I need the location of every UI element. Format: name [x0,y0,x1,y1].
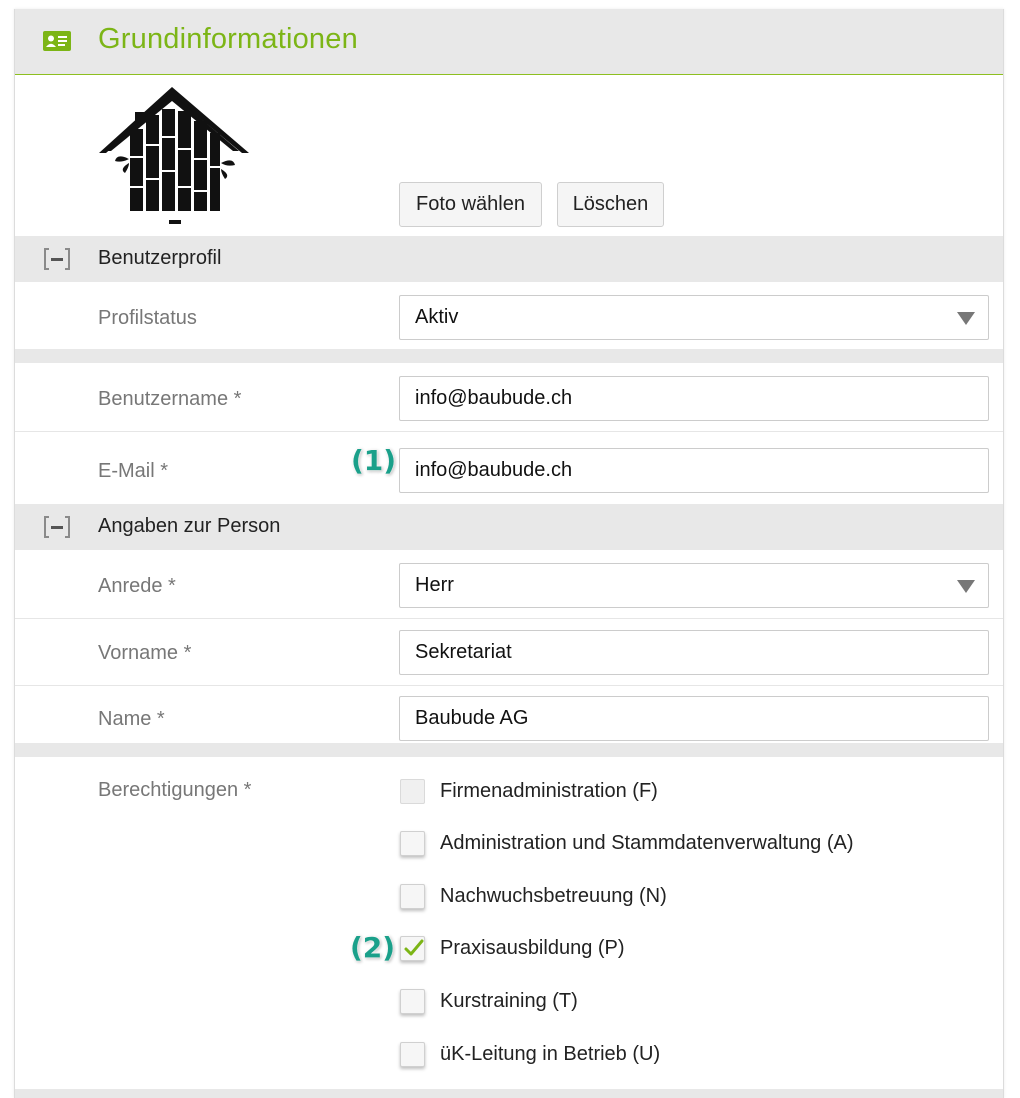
annotation-marker-1: (1) [351,444,397,477]
card-header [15,9,1004,75]
collapse-icon[interactable] [43,516,71,538]
choose-photo-button[interactable]: Foto wählen [399,182,542,227]
section-user-profile [15,236,1004,282]
name-field[interactable] [399,696,989,741]
email-label: E-Mail * [98,460,169,482]
id-card-icon [43,31,71,51]
salutation-label: Anrede * [98,575,176,597]
permission-checkbox-f[interactable] [400,779,425,804]
permission-label-t: Kurstraining (T) [440,990,578,1012]
name-value: Baubude AG [415,707,529,729]
username-field[interactable] [399,376,989,421]
permissions-label: Berechtigungen * [98,779,252,801]
checkmark-icon [403,938,425,958]
permission-label-u: üK-Leitung in Betrieb (U) [440,1043,661,1065]
page-title: Grundinformationen [98,23,358,55]
row-divider [15,618,1004,619]
first-name-field[interactable] [399,630,989,675]
annotation-marker-2: (2) [350,931,396,964]
profile-status-select[interactable] [399,295,989,340]
first-name-value: Sekretariat [415,641,512,663]
permission-checkbox-u[interactable] [400,1042,425,1067]
salutation-select[interactable] [399,563,989,608]
email-value: info@baubude.ch [415,459,573,481]
permission-label-p: Praxisausbildung (P) [440,937,625,959]
permission-label-f: Firmenadministration (F) [440,780,658,802]
basic-info-card [14,9,1004,1098]
divider [15,349,1004,363]
permission-checkbox-p[interactable] [400,936,425,961]
delete-photo-button[interactable]: Löschen [557,182,664,227]
divider [15,1089,1004,1098]
dropdown-arrow-icon [957,312,975,325]
permission-label-a: Administration und Stammdatenverwaltung (A) [440,832,854,854]
permission-checkbox-n[interactable] [400,884,425,909]
section-title: Benutzerprofil [98,247,222,269]
section-person [15,504,1004,550]
salutation-value: Herr [415,574,454,596]
section-title: Angaben zur Person [98,515,281,537]
row-divider [15,431,1004,432]
divider [15,743,1004,757]
first-name-label: Vorname * [98,642,192,664]
dropdown-arrow-icon [957,580,975,593]
profile-status-value: Aktiv [415,306,459,328]
profile-photo [97,87,251,227]
username-value: info@baubude.ch [415,387,573,409]
permission-checkbox-a[interactable] [400,831,425,856]
name-label: Name * [98,708,165,730]
email-field[interactable] [399,448,989,493]
permission-label-n: Nachwuchsbetreuung (N) [440,885,667,907]
row-divider [15,685,1004,686]
collapse-icon[interactable] [43,248,71,270]
profile-status-label: Profilstatus [98,307,197,329]
permission-checkbox-t[interactable] [400,989,425,1014]
username-label: Benutzername * [98,388,242,410]
